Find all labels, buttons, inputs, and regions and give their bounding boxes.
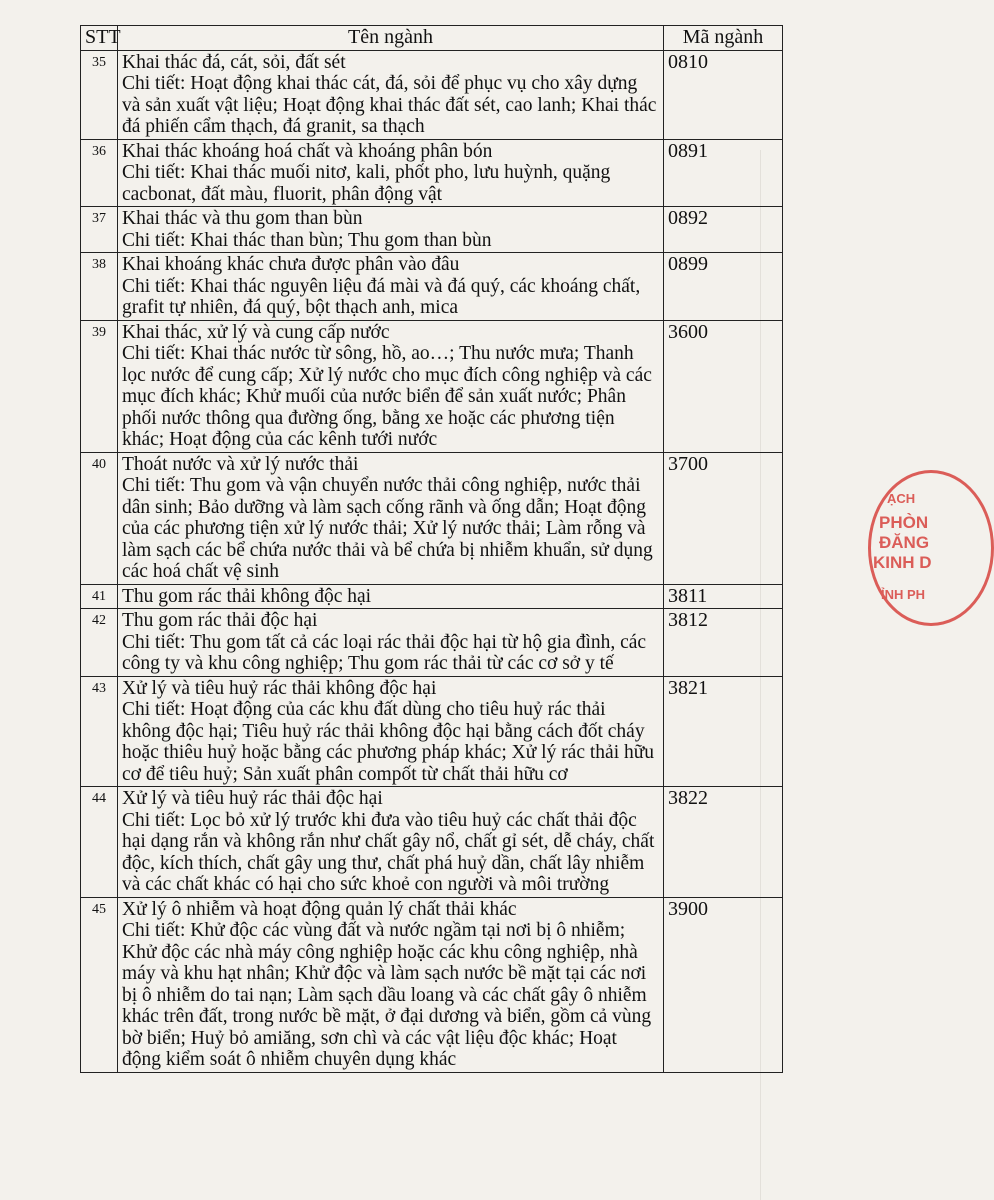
row-code: 0810	[664, 50, 783, 139]
row-code: 0892	[664, 207, 783, 253]
red-stamp	[868, 470, 994, 626]
row-stt: 43	[81, 676, 118, 787]
stamp-text: ẠCH	[887, 491, 916, 506]
row-detail: Chi tiết: Hoạt động khai thác cát, đá, sỏi để phục vụ cho xây dựng và sản xuất vật liệu; Hoạt động khai thác đất sét, cao lanh; Khai thác đá phiến cẩm thạch, đá granit, sa thạch	[122, 73, 657, 137]
row-code: 3811	[664, 584, 783, 609]
table-row	[81, 253, 783, 321]
row-title: Thoát nước và xử lý nước thải	[122, 453, 359, 475]
row-name-cell	[118, 320, 664, 452]
table-row	[81, 609, 783, 677]
row-code: 3822	[664, 787, 783, 898]
stamp-text: PHÒN	[879, 513, 929, 532]
table-row	[81, 139, 783, 207]
row-name-cell	[118, 139, 664, 207]
table-row	[81, 452, 783, 584]
row-name-cell	[118, 584, 664, 609]
row-detail: Chi tiết: Lọc bỏ xử lý trước khi đưa vào tiêu huỷ các chất thải độc hại dạng rắn và không rắn như chất gây nổ, chất gỉ sét, dễ cháy, chất độc, kích thích, chất gây ung thư, chất phá huỷ dần, chất lây nhiễm và các chất khác có hại cho sức khoẻ con người và môi trường	[122, 809, 655, 895]
row-detail: Chi tiết: Thu gom và vận chuyển nước thải công nghiệp, nước thải dân sinh; Bảo dưỡng và làm sạch cống rãnh và ống dẫn; Hoạt động của các phương tiện xử lý nước thải; Xử lý nước thải; Làm rỗng và làm sạch các bể chứa nước thải và bể chứa bị nhiễm khuẩn, sử dụng các hoá chất vệ sinh	[122, 475, 653, 582]
row-stt: 35	[81, 50, 118, 139]
row-title: Thu gom rác thải độc hại	[122, 610, 318, 631]
row-name-cell	[118, 452, 664, 584]
row-code: 3812	[664, 609, 783, 677]
row-title: Khai thác khoáng hoá chất và khoáng phân bón	[122, 140, 493, 162]
table-row	[81, 676, 783, 787]
header-code: Mã ngành	[664, 26, 783, 51]
row-name-cell	[118, 207, 664, 253]
table-row	[81, 207, 783, 253]
row-title: Khai thác và thu gom than bùn	[122, 208, 363, 229]
row-name-cell	[118, 897, 664, 1072]
row-detail: Chi tiết: Khai thác muối nitơ, kali, phốt pho, lưu huỳnh, quặng cacbonat, đất màu, fluorit, phân động vật	[122, 162, 611, 205]
table-row	[81, 787, 783, 898]
row-stt: 38	[81, 253, 118, 321]
row-name-cell	[118, 676, 664, 787]
row-title: Xử lý và tiêu huỷ rác thải không độc hại	[122, 677, 437, 699]
row-detail: Chi tiết: Khử độc các vùng đất và nước ngầm tại nơi bị ô nhiễm; Khử độc các nhà máy công nghiệp hoặc các khu công nghiệp, nhà máy và khu hạt nhân; Khử độc và làm sạch nước bề mặt tại các nơi bị ô nhiễm do tai nạn; Làm sạch dầu loang và các chất gây ô nhiễm khác trên đất, trong nước bề mặt, ở đại dương và biển, gồm cả vùng bờ biển; Huỷ bỏ amiăng, sơn chì và các vật liệu độc khác; Hoạt động kiểm soát ô nhiễm chuyên dụng khác	[122, 920, 652, 1070]
row-name-cell	[118, 253, 664, 321]
row-detail: Chi tiết: Khai thác nguyên liệu đá mài và đá quý, các khoáng chất, grafit tự nhiên, đá quý, bột thạch anh, mica	[122, 275, 641, 318]
row-name-cell	[118, 609, 664, 677]
table-row	[81, 50, 783, 139]
business-lines-table	[80, 25, 783, 1073]
row-name-cell	[118, 50, 664, 139]
header-stt: STT	[81, 26, 118, 51]
row-title: Khai khoáng khác chưa được phân vào đâu	[122, 254, 460, 275]
table-row	[81, 584, 783, 609]
stamp-text: KINH D	[873, 553, 932, 572]
row-title: Xử lý và tiêu huỷ rác thải độc hại	[122, 788, 383, 809]
row-stt: 37	[81, 207, 118, 253]
row-code: 0899	[664, 253, 783, 321]
header-name: Tên ngành	[118, 26, 664, 51]
row-name-cell	[118, 787, 664, 898]
stamp-text: ỈNH PH	[881, 587, 926, 602]
row-title: Xử lý ô nhiễm và hoạt động quản lý chất thải khác	[122, 898, 517, 920]
row-stt: 40	[81, 452, 118, 584]
row-code: 3700	[664, 452, 783, 584]
row-detail: Chi tiết: Hoạt động của các khu đất dùng cho tiêu huỷ rác thải không độc hại; Tiêu huỷ rác thải không độc hại bằng cách đốt cháy hoặc thiêu huỷ hoặc bằng các phương pháp khác; Xử lý rác thải hữu cơ để tiêu huỷ; Sản xuất phân compốt từ chất thải hữu cơ	[122, 699, 655, 785]
row-stt: 36	[81, 139, 118, 207]
table-header-row	[81, 26, 783, 51]
row-stt: 39	[81, 320, 118, 452]
row-detail: Chi tiết: Khai thác nước từ sông, hồ, ao…; Thu nước mưa; Thanh lọc nước để cung cấp; Xử lý nước cho mục đích công nghiệp và các mục đích khác; Khử muối của nước biển để sản xuất nước; Phân phối nước thông qua đường ống, bằng xe hoặc các phương tiện khác; Hoạt động của các kênh tưới nước	[122, 343, 652, 450]
row-title: Khai thác đá, cát, sỏi, đất sét	[122, 51, 346, 73]
row-detail: Chi tiết: Thu gom tất cả các loại rác thải độc hại từ hộ gia đình, các công ty và khu công nghiệp; Thu gom rác thải từ các cơ sở y tế	[122, 631, 647, 674]
row-code: 0891	[664, 139, 783, 207]
row-code: 3821	[664, 676, 783, 787]
row-code: 3600	[664, 320, 783, 452]
stamp-text: ĐĂNG	[879, 533, 930, 552]
row-title: Thu gom rác thải không độc hại	[122, 585, 372, 607]
row-stt: 42	[81, 609, 118, 677]
row-stt: 44	[81, 787, 118, 898]
row-detail: Chi tiết: Khai thác than bùn; Thu gom than bùn	[122, 229, 492, 251]
row-stt: 41	[81, 584, 118, 609]
row-stt: 45	[81, 897, 118, 1072]
table-row	[81, 320, 783, 452]
table-row	[81, 897, 783, 1072]
row-title: Khai thác, xử lý và cung cấp nước	[122, 321, 390, 343]
row-code: 3900	[664, 897, 783, 1072]
